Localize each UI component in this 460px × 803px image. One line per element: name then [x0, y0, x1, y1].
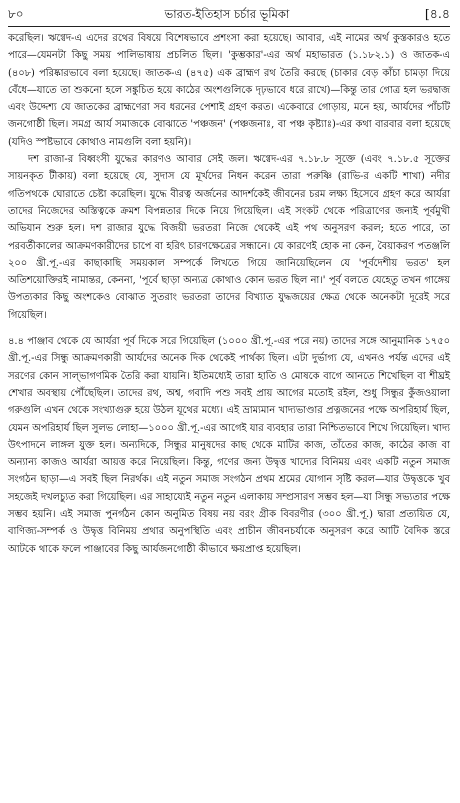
running-title: ভারত-ইতিহাস চর্চার ভূমিকা: [164, 7, 290, 21]
paragraph: করেছিল। ঋগ্বেদ-এ এদের রথের বিষয়ে বিশেষভাবে প্রশংসা করা হয়েছে। আবার, এই নামের অর্থ কুস্তকারও হতে পারে—যেমনটা কিছু সময় পালিভাষায় প্রচলিত ছিল। 'কুম্ভকার'-এর অর্থ মহাভারত (১.১৮২.১) ও জাতক-এ (৪০৮) পরিষ্কারভাবে বলা হয়েছে। জাতক-এ (৪৭৫) এক ব্রাহ্মণ রথ তৈরি করছে (চাকার বেড় কাঁচা চামড়া দিয়ে বেঁধে—যাতে তা শুকনো হলে সঙ্কুচিত হয়ে কাঠের অংশগুলিকে দৃঢ়ভাবে ধরে রাখে)—কিন্তু তার গোত্র হল ভরদ্বাজ এবং উদ্দেশ্য যে জাতকের ব্রাহ্মণেরা সব ধরনের পেশাই গ্রহণ করত। একেবারে গোড়ায়, মনে হয়, আর্যদের পাঁচটি জনগোষ্ঠী ছিল। সমগ্র আর্য সমাজকে বোঝাতে 'পঞ্চজন' (পঞ্চজনাঃ, বা পঞ্চ কৃষ্ট্যাঃ)-এর কথা বারবার বলা হয়েছে (যদিও স্পষ্টভাবে কোথাও নামগুলি বলা হয়নি)।: [8, 33, 451, 148]
section-marker: [৪.৪: [424, 6, 450, 21]
page-number: ৮০: [8, 7, 24, 21]
paragraph: দশ রাজা-র বিধ্বংসী যুদ্ধের কারণও আবার সেই জল। ঋগ্বেদ-এর ৭.১৮.৮ সূক্তে (এবং ৭.১৮.৫ সূক্তের সায়নকৃত টীকায়) বলা হয়েছে যে, সুদাস যে মূর্খদের নিধন করেন তারা পরুষ্ণি (রাভি-র একটি শাখা) নদীর গতিপথকে ঘোরাতে চেষ্টা করেছিল। যুদ্ধে বীরত্ব অর্জনের আদর্শকেই জীবনের চরম লক্ষ্য হিসেবে গ্রহণ করে আর্যরা তাদের নিজেদের অস্তিত্বকে ক্রমশ বিপন্নতার দিকে নিয়ে গিয়েছিল। এই সংকট থেকে পরিত্রাণের জন্যই পূর্বমুখী অভিযান শুরু হল। দশ রাজার যুদ্ধে বিজয়ী ভরতরা নিজে থেকেই এই পথ অনুসরণ করল; হতে পারে, তা পরবর্তীকালের আক্রমণকারীদের চাপে বা হরিৎ চারণক্ষেত্রের সন্ধানে। যে কারণেই হোক না কেন, বৈয়াকরণ পতঞ্জলি ২০০ খ্রী.পূ.-এর কাছাকাছি সময়কাল সম্পর্কে লিখতে গিয়ে জানিয়েছিলেন যে 'পূর্বদেশীয় ভরত' হল অতিশয়োক্তিরই নামান্তর, কেননা, 'পূর্বে ছাড়া অন্যত্র কোথাও কোন ভরত ছিল না।' পূর্ব বলতে যেহেতু তখন গাঙ্গেয় উপত্যকার কিছু অংশকেও বোঝাত সুতরাং ভরতরা তাদের বিখ্যাত যুদ্ধজয়ের ক্ষেত্র থেকে অনেকটা দূরেই সরে গিয়েছিল।: [8, 154, 450, 321]
page-body: [8, 30, 450, 558]
running-header: [8, 6, 450, 26]
header-rule: [8, 26, 450, 27]
section-paragraph: ৪.৪ পাঞ্জাব থেকে যে আর্যরা পূর্ব দিকে সরে গিয়েছিল (১০০০ খ্রী.পূ.-এর পরে নয়) তাদের সঙ্গে আনুমানিক ১৭৫০ খ্রী.পূ.-এর সিন্ধু আক্রমণকারী আর্যদের অনেক দিক থেকেই পার্থক্য ছিল। এটা দুর্ভাগ্য যে, এখনও পর্যন্ত এদের এই সরণের কোন সাল্ভাগণমিক তৈরি করা যায়নি। ইতিমধ্যেই তারা হাতি ও মোষকে বাগে আনতে শিখেছিল বা শীঘ্রই শেখার অবস্থায় পৌঁছেছিল। তাদের রথ, অশ্ব, গবাদি পশু সবই প্রায় আগের মতোই রইল, শুধু সিন্ধুর কুঁজওয়ালা গরুগুলি এখন থেকে সংখ্যাগুরু হয়ে উঠল যূথের মধ্যে। এই ভ্রাম্যমান খাদ্যভাণ্ডার প্রত্নজনের পক্ষে অপরিহার্য ছিল, যেমন অপরিহার্য ছিল সুলভ লোহা—১০০০ খ্রী.পূ.-এর আগেই যার ব্যবহার তারা নিশ্চিতভাবে শিখে গিয়েছিল। খাদ্য উৎপাদনে লাঙ্গল যুক্ত হল। অন্যদিকে, সিন্ধুর মানুষদের কাছ থেকে মাটির কাজ, তাঁতের কাজ, কাঠের কাজ বা অন্যান্য কাজও আর্যরা আয়ত্ত করে নিয়েছিল। কিন্তু, গণের জন্য উদ্বৃত্ত খাদ্যের বিনিময় এবং একটি নতুন সমাজ সংগঠন ছাড়া—এ সবই ছিল নিরর্থক। এই নতুন সমাজ সংগঠন প্রথম শ্রমের যোগান সৃষ্টি করল—যার উদ্বৃত্তকে খুব সহজেই দখলচ্যুত করা গিয়েছিল। এর সাহায্যেই নতুন নতুন এলাকায় সম্প্রসারণ সম্ভব হল—যা সিন্ধু সভ্যতার পক্ষে সম্ভব হয়নি। এই সমাজ পুনর্গঠন কোন অনুমিত বিষয় নয় বরং গ্রীক বিবরণীর (৩০০ খ্রী.পূ.) দ্বারা প্রত্যয়িত যে, বাণিজ্য-সম্পর্ক ও উদ্বৃত্ত বিনিময় প্রথার অনুপস্থিতি এবং প্রাচীন জীবনচর্যাকে অনুসরণ করে আটি বৈদিক স্তরে আটকে থাকে ফলে পাঞ্জাবের কিছু আর্যজনগোষ্ঠী কীভাবে ক্ষয়প্রাপ্ত হয়েছিল।: [8, 336, 450, 555]
